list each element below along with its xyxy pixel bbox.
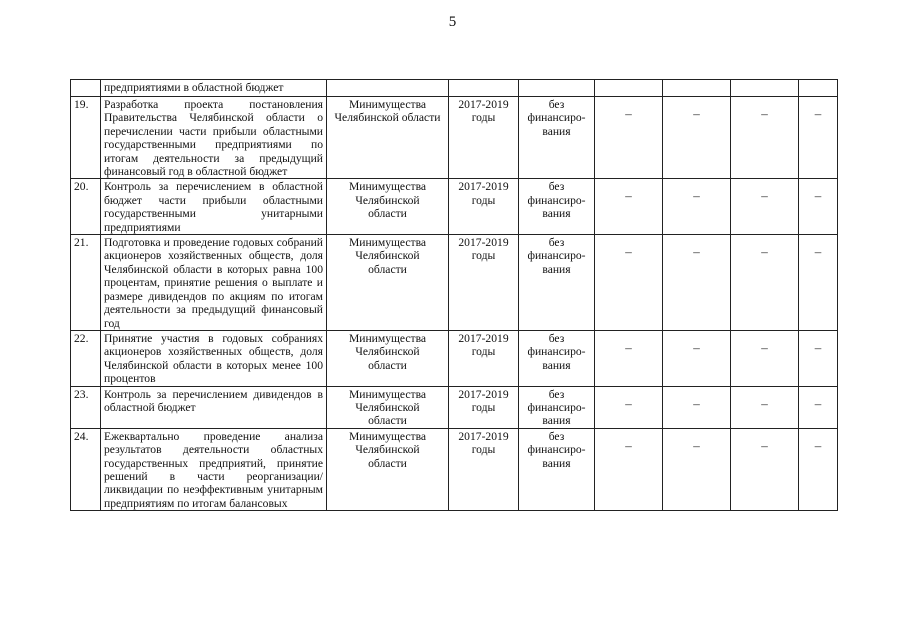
dash-mark: – [693,437,700,453]
executor-cell: Минимущества Челябинской области [327,330,449,386]
table-row [71,235,838,331]
value-cell [663,330,731,386]
value-cell [799,80,838,97]
value-cell [663,80,731,97]
value-cell [595,330,663,386]
row-number-cell: 20. [71,179,101,235]
row-number-cell [71,80,101,97]
dash-mark: – [625,244,632,260]
value-cell [663,428,731,510]
value-cell [731,97,799,179]
dash-mark: – [625,437,632,453]
funding-cell: без финансиро- вания [519,330,595,386]
value-cell [595,80,663,97]
description-cell: Подготовка и проведение годовых собраний акционеров хозяйственных обществ, доля Челябинской области в которых равна 100 процентам, принятие решения о выплате и размере дивидендов по акциям по итогам деятельности за предыдущий финансовый год [101,235,327,331]
description-cell: Принятие участия в годовых собраниях акционеров хозяйственных обществ, доля Челябинской области в которых менее 100 процентов [101,330,327,386]
executor-cell: Минимущества Челябинской области [327,179,449,235]
value-cell [663,97,731,179]
value-cell [799,235,838,331]
table-row [71,330,838,386]
dash-mark: – [761,437,768,453]
measures-table [70,79,838,511]
dash-mark: – [761,188,768,204]
value-cell [799,330,838,386]
dash-mark: – [625,339,632,355]
executor-cell: Минимущества Челябинской области [327,386,449,428]
period-cell: 2017-2019 годы [449,428,519,510]
value-cell [799,179,838,235]
dash-mark: – [814,437,822,453]
value-cell [595,179,663,235]
description-cell: Ежеквартально проведение анализа результатов деятельности областных государственных предприятий, принятие решений в части реорганизации/ликвидации по неэффективным унитарным предприятиям по итогам балансовых [101,428,327,510]
period-cell: 2017-2019 годы [449,97,519,179]
executor-cell: Минимущества Челябинской области [327,97,449,179]
dash-mark: – [761,395,768,411]
dash-mark: – [761,339,768,355]
value-cell [595,428,663,510]
dash-mark: – [625,395,632,411]
executor-cell: Минимущества Челябинской области [327,235,449,331]
value-cell [731,179,799,235]
funding-cell: без финансиро- вания [519,97,595,179]
table-row [71,80,838,97]
executor-cell: Минимущества Челябинской области [327,428,449,510]
value-cell [595,97,663,179]
row-number-cell: 23. [71,386,101,428]
value-cell [663,235,731,331]
value-cell [731,330,799,386]
dash-mark: – [814,339,822,355]
value-cell [595,235,663,331]
dash-mark: – [693,188,700,204]
dash-mark: – [693,395,700,411]
value-cell [663,179,731,235]
description-cell: Контроль за перечислением в областной бюджет части прибыли областными государственными унитарными предприятиями [101,179,327,235]
executor-cell [327,80,449,97]
dash-mark: – [693,339,700,355]
dash-mark: – [814,106,822,121]
description-cell: предприятиями в областной бюджет [101,80,327,97]
dash-mark: – [761,106,768,121]
value-cell [799,97,838,179]
row-number-cell: 22. [71,330,101,386]
period-cell [449,80,519,97]
row-number-cell: 19. [71,97,101,179]
page-number: 5 [448,14,457,30]
dash-mark: – [693,106,700,121]
value-cell [595,386,663,428]
table-row [71,386,838,428]
period-cell: 2017-2019 годы [449,235,519,331]
dash-mark: – [761,244,768,260]
value-cell [799,386,838,428]
value-cell [663,386,731,428]
table-row [71,179,838,235]
period-cell: 2017-2019 годы [449,386,519,428]
funding-cell: без финансиро- вания [519,386,595,428]
period-cell: 2017-2019 годы [449,179,519,235]
funding-cell: без финансиро- вания [519,179,595,235]
description-cell: Разработка проекта постановления Правительства Челябинской области о перечислении части прибыли областными государственными предприятиями по итогам деятельности за предыдущий финансовый год в областной бюджет [101,97,327,179]
dash-mark: – [625,188,632,204]
value-cell [731,235,799,331]
description-cell: Контроль за перечислением дивидендов в областной бюджет [101,386,327,428]
funding-cell: без финансиро- вания [519,428,595,510]
dash-mark: – [814,188,822,204]
value-cell [731,386,799,428]
row-number-cell: 21. [71,235,101,331]
dash-mark: – [693,244,700,260]
dash-mark: – [625,106,632,121]
table-row [71,428,838,510]
table-row [71,97,838,179]
funding-cell: без финансиро- вания [519,235,595,331]
row-number-cell: 24. [71,428,101,510]
value-cell [731,80,799,97]
value-cell [731,428,799,510]
funding-cell [519,80,595,97]
dash-mark: – [814,395,822,411]
dash-mark: – [814,244,822,260]
period-cell: 2017-2019 годы [449,330,519,386]
value-cell [799,428,838,510]
